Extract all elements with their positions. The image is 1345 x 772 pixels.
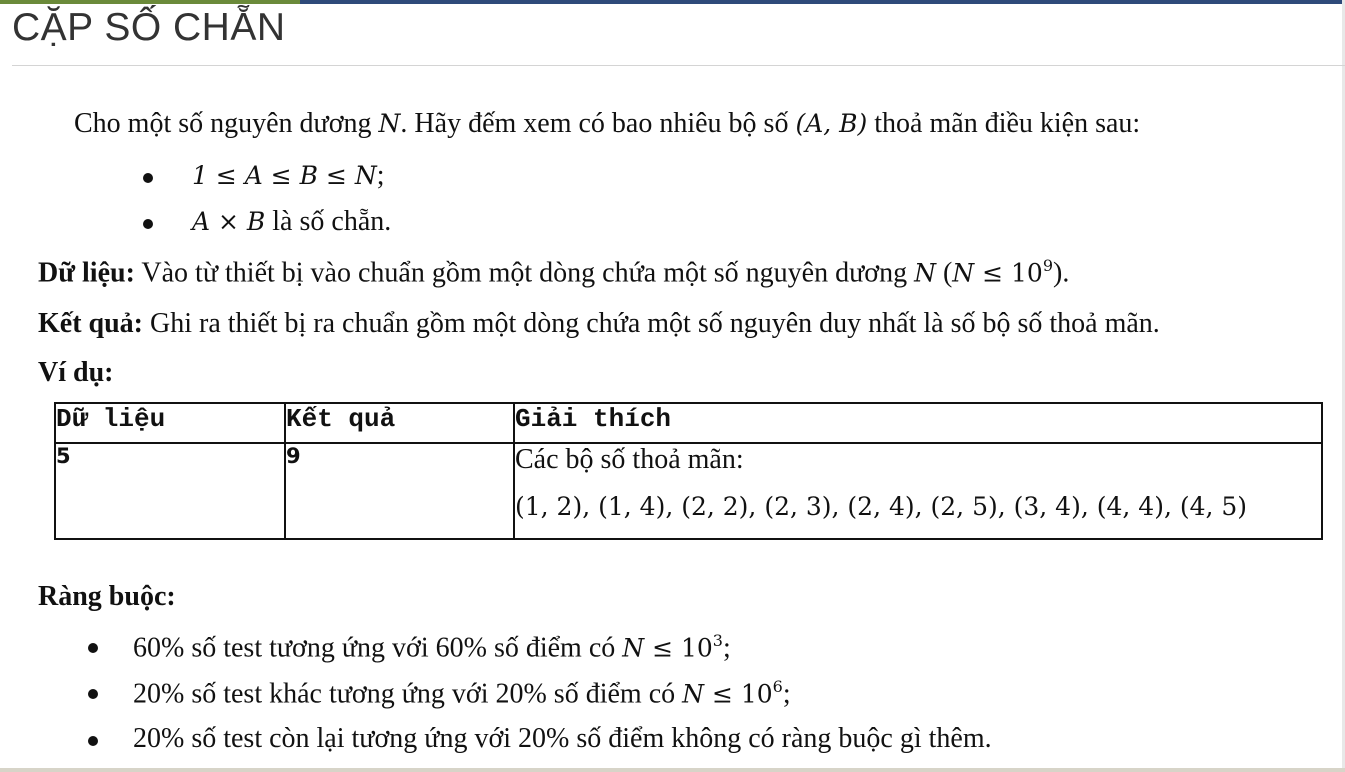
intro-pair: (A, B)	[795, 109, 868, 138]
output-description	[38, 310, 1160, 338]
bullet-icon	[88, 643, 98, 653]
input-label: Dữ liệu:	[38, 257, 135, 289]
bottom-edge	[0, 768, 1345, 772]
condition-math: 1 ≤ A ≤ B ≤ N	[192, 161, 377, 190]
explanation-line-2: (1, 2), (1, 4), (2, 2), (2, 3), (2, 4), (2, 5), (3, 4), (4, 4), (4, 5)	[515, 492, 1248, 521]
window-top-bar-accent	[0, 0, 300, 4]
table-header-row	[55, 403, 1322, 443]
input-constraint-op: ≤ 10	[974, 258, 1043, 288]
intro-text-after: thoả mãn điều kiện sau:	[867, 108, 1141, 139]
condition-item	[192, 162, 385, 190]
intro-var-n: N	[378, 109, 401, 138]
header-output: Kết quả	[285, 403, 514, 443]
header-input: Dữ liệu	[55, 403, 285, 443]
bullet-icon	[88, 689, 98, 699]
intro-text-middle: . Hãy đếm xem có bao nhiêu bộ số	[400, 108, 796, 139]
input-constraint-open: (	[935, 257, 953, 289]
cell-input: 5	[55, 443, 285, 539]
explanation-line-1: Các bộ số thoả mãn:	[515, 444, 744, 475]
cell-output: 9	[285, 443, 514, 539]
constraint-item: 20% số test khác tương ứng với 20% số điểm có $N \le 10^6$;	[133, 677, 791, 710]
condition-item	[192, 208, 391, 236]
input-constraint-close: ).	[1053, 257, 1070, 289]
output-text: Ghi ra thiết bị ra chuẩn gồm một dòng chứa một số nguyên duy nhất là số bộ số thoả mãn.	[143, 308, 1160, 339]
condition-suffix: ;	[376, 160, 385, 191]
bullet-icon	[143, 219, 153, 229]
input-description	[38, 258, 1069, 287]
table-row	[55, 443, 1322, 539]
constraint-item: 60% số test tương ứng với 60% số điểm có $N \le 10^3$;	[133, 631, 731, 664]
input-text: Vào từ thiết bị vào chuẩn gồm một dòng chứa một số nguyên dương	[134, 257, 915, 289]
bullet-icon	[143, 173, 153, 183]
problem-statement	[74, 110, 1140, 138]
intro-text-before: Cho một số nguyên dương	[74, 108, 379, 139]
header-explanation: Giải thích	[514, 403, 1322, 443]
bullet-icon	[88, 736, 98, 746]
input-var: N	[914, 258, 936, 288]
condition-math: A × B	[192, 207, 266, 236]
title-divider	[12, 65, 1345, 66]
constraints-label: Ràng buộc:	[38, 581, 176, 612]
constraint-item: 20% số test còn lại tương ứng với 20% số điểm không có ràng buộc gì thêm.	[133, 723, 992, 754]
output-label: Kết quả:	[38, 308, 143, 339]
input-constraint-exp: 9	[1042, 256, 1053, 275]
input-constraint-var: N	[952, 258, 975, 288]
page-title: CẶP SỐ CHẴN	[12, 6, 286, 49]
cell-explanation	[514, 443, 1322, 539]
condition-suffix: là số chẵn.	[265, 206, 392, 237]
example-label: Ví dụ:	[38, 357, 114, 388]
example-table	[54, 402, 1323, 540]
